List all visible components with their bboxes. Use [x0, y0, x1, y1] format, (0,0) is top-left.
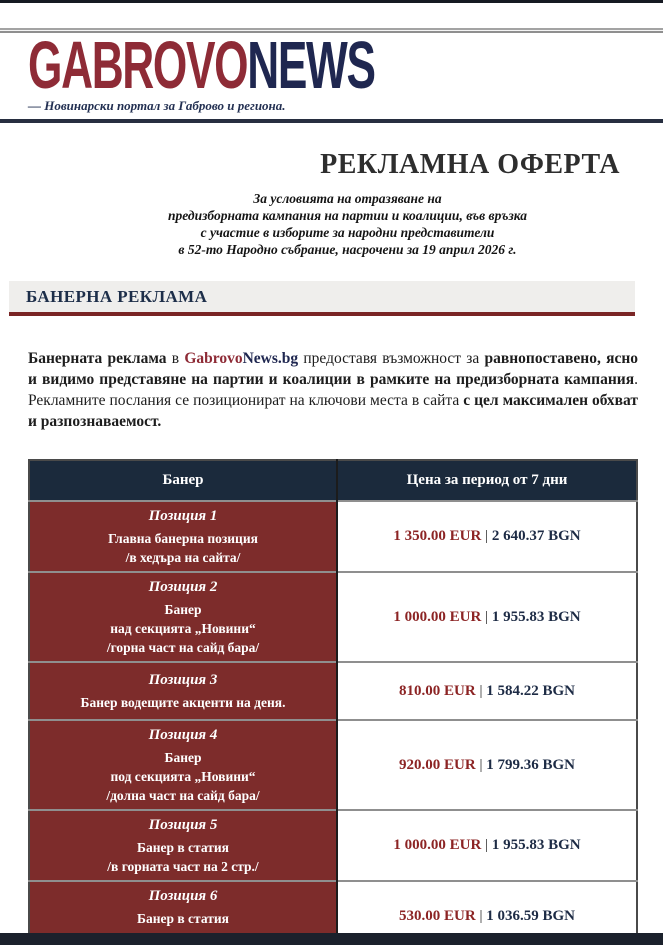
- price-cell: [337, 720, 637, 810]
- subtitle-line: с участие в изборите за народни представители: [200, 225, 495, 240]
- top-divider-bar: [0, 0, 663, 3]
- intro-segment: . Рекламните послания се позиционират на ключови места в сайта: [28, 371, 638, 409]
- site-logo: [0, 28, 663, 103]
- price-bgn: 1 955.83 BGN: [491, 837, 581, 853]
- subtitle-line: в 52-то Народно събрание, насрочени за 19 април 2026 г.: [178, 242, 517, 257]
- intro-segment: Банерната реклама: [28, 350, 167, 367]
- price-eur: 1 350.00 EUR: [393, 528, 482, 544]
- price-cell: [337, 501, 637, 572]
- page-title: РЕКЛАМНА ОФЕРТА: [320, 149, 620, 180]
- price-separator: |: [481, 837, 492, 853]
- logo-part-news: NEWS: [247, 28, 375, 103]
- price-separator: |: [481, 528, 492, 544]
- position-title: Позиция 4: [148, 727, 218, 743]
- table-header-row: [29, 460, 637, 501]
- position-cell: [29, 720, 337, 810]
- position-cell: [29, 810, 337, 881]
- intro-segment: News.bg: [242, 350, 299, 367]
- section-title: БАНЕРНА РЕКЛАМА: [26, 287, 208, 306]
- price-cell: [337, 810, 637, 881]
- price-bgn: 1 799.36 BGN: [486, 756, 575, 773]
- position-title: Позиция 1: [148, 508, 218, 524]
- position-line: /горна част на сайд бара/: [106, 640, 260, 655]
- table-header-price: Цена за период от 7 дни: [337, 460, 637, 501]
- intro-segment: предоставя възможност за: [298, 350, 485, 367]
- price-eur: 530.00 EUR: [399, 908, 476, 924]
- position-line: Банер в статия: [137, 840, 229, 855]
- price-eur: 920.00 EUR: [399, 756, 476, 773]
- subtitle-line: За условията на отразяване на: [253, 191, 442, 206]
- position-line: под секцията „Новини“: [110, 769, 256, 784]
- intro-segment: Gabrovo: [184, 350, 243, 367]
- table-row: [29, 572, 637, 662]
- position-title: Позиция 3: [148, 672, 218, 688]
- offer-subtitle: [0, 190, 663, 258]
- position-line: /в горната част на 2 стр./: [107, 859, 259, 874]
- price-bgn: 2 640.37 BGN: [491, 528, 581, 544]
- position-line: /в хедъра на сайта/: [125, 550, 241, 565]
- table-row: [29, 662, 637, 720]
- table-row: [29, 501, 637, 572]
- position-line: Банер водещите акценти на деня.: [80, 695, 286, 710]
- banner-price-table: [28, 459, 638, 945]
- price-eur: 1 000.00 EUR: [393, 608, 482, 625]
- price-bgn: 1 584.22 BGN: [486, 682, 575, 699]
- logo-part-gabrovo: GABROVO: [28, 28, 248, 103]
- price-eur: 1 000.00 EUR: [393, 837, 482, 853]
- table-row: [29, 810, 637, 881]
- table-row: [29, 720, 637, 810]
- subtitle-line: предизборната кампания на партии и коалиции, във връзка: [168, 208, 527, 223]
- position-line: Банер: [164, 602, 202, 617]
- position-cell: [29, 501, 337, 572]
- position-cell: [29, 662, 337, 720]
- position-cell: [29, 572, 337, 662]
- logo-tagline: — Новинарски портал за Габрово и региона.: [28, 98, 286, 113]
- position-title: Позиция 6: [148, 888, 218, 904]
- intro-segment: с цел максимален обхват и разпознаваемост.: [28, 392, 638, 430]
- position-line: Главна банерна позиция: [108, 531, 258, 546]
- price-cell: [337, 662, 637, 720]
- logo-text: [28, 28, 375, 103]
- price-bgn: 1 955.83 BGN: [491, 608, 581, 625]
- price-cell: [337, 572, 637, 662]
- position-title: Позиция 2: [148, 579, 218, 595]
- position-line: над секцията „Новини“: [110, 621, 256, 636]
- position-line: /долна част на сайд бара/: [106, 788, 260, 803]
- price-bgn: 1 036.59 BGN: [486, 908, 575, 924]
- section-header: [9, 281, 635, 316]
- banner-table-body: [29, 501, 637, 945]
- table-head: [29, 460, 637, 501]
- price-separator: |: [475, 908, 487, 924]
- price-separator: |: [475, 682, 487, 699]
- intro-paragraph: [28, 348, 638, 432]
- table-header-banner: Банер: [29, 460, 337, 501]
- position-title: Позиция 5: [148, 817, 218, 833]
- price-eur: 810.00 EUR: [399, 682, 476, 699]
- header-divider-rule: [0, 119, 663, 123]
- price-separator: |: [481, 608, 492, 625]
- price-separator: |: [475, 756, 487, 773]
- intro-segment: в: [166, 350, 185, 367]
- intro-segment: равнопоставено, ясно и видимо представяне на партии и коалиции в рамките на предизборната кампания: [28, 350, 639, 388]
- position-line: Банер: [164, 750, 202, 765]
- bottom-divider-bar: [0, 933, 663, 945]
- position-line: Банер в статия: [137, 911, 229, 926]
